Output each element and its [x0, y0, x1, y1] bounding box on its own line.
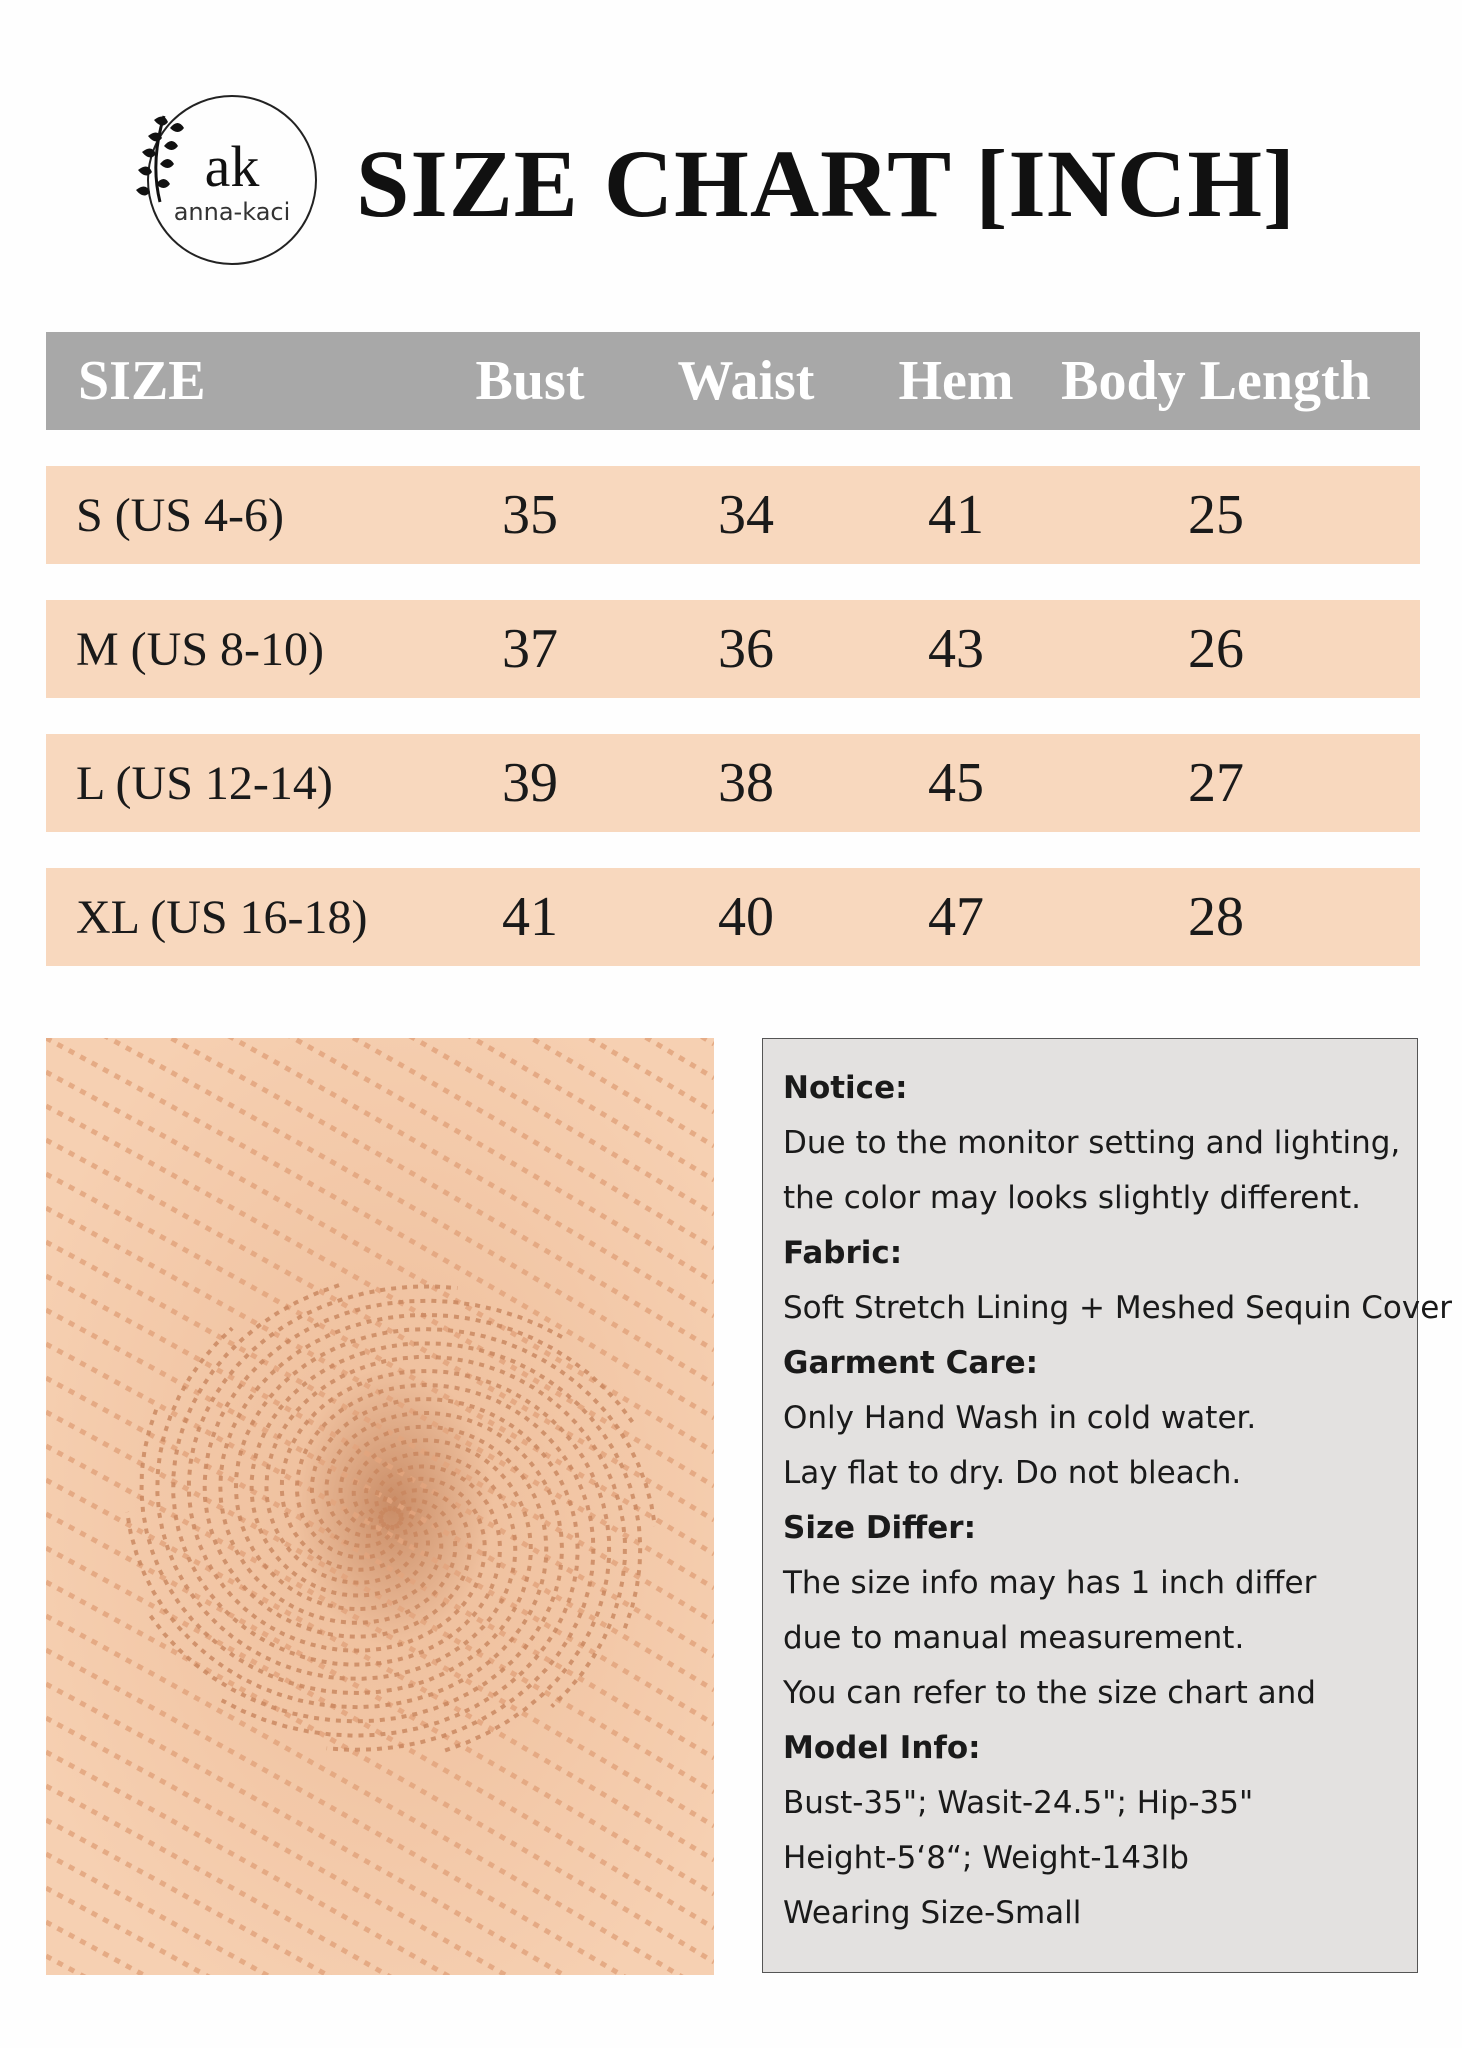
care-heading: Garment Care:	[783, 1345, 1039, 1381]
size-differ-text: due to manual measurement.	[783, 1620, 1245, 1656]
row-hem: 45	[928, 752, 984, 814]
svg-text:ak: ak	[204, 134, 260, 199]
brand-logo-mark	[120, 92, 320, 272]
row-hem: 47	[928, 886, 984, 948]
row-size: M (US 8-10)	[76, 622, 324, 676]
svg-text:anna-kaci: anna-kaci	[173, 198, 291, 226]
row-hem: 43	[928, 618, 984, 680]
notice-panel	[762, 1038, 1453, 1973]
header-size: SIZE	[78, 350, 206, 412]
header-body-length: Body Length	[1061, 350, 1371, 412]
size-table	[46, 332, 1420, 966]
notice-heading: Notice:	[783, 1070, 908, 1106]
row-waist: 36	[718, 618, 774, 680]
page-title: SIZE CHART [INCH]	[356, 130, 1297, 237]
care-text: Only Hand Wash in cold water.	[783, 1400, 1257, 1436]
header-waist: Waist	[677, 350, 815, 412]
row-size: S (US 4-6)	[76, 488, 285, 542]
model-info-text: Bust-35"; Wasit-24.5"; Hip-35"	[783, 1785, 1254, 1821]
model-info-text: Wearing Size-Small	[783, 1895, 1082, 1931]
header-bust: Bust	[475, 350, 585, 412]
row-bust: 41	[502, 886, 558, 948]
size-differ-text: The size info may has 1 inch differ	[783, 1565, 1317, 1601]
row-bust: 35	[502, 484, 558, 546]
sequin-fabric-image	[46, 1038, 714, 1975]
size-differ-heading: Size Differ:	[783, 1510, 976, 1546]
table-row	[46, 734, 1420, 832]
care-text: Lay flat to dry. Do not bleach.	[783, 1455, 1242, 1491]
row-waist: 38	[718, 752, 774, 814]
fabric-heading: Fabric:	[783, 1235, 903, 1271]
fabric-swatch-image	[46, 1038, 714, 1975]
row-waist: 40	[718, 886, 774, 948]
header-hem: Hem	[898, 350, 1014, 412]
table-row	[46, 466, 1420, 564]
fabric-text: Soft Stretch Lining + Meshed Sequin Cover	[783, 1290, 1453, 1326]
row-bust: 37	[502, 618, 558, 680]
row-bust: 39	[502, 752, 558, 814]
notice-text: Due to the monitor setting and lighting,	[783, 1125, 1401, 1161]
table-row	[46, 600, 1420, 698]
row-waist: 34	[718, 484, 774, 546]
row-body-length: 25	[1188, 484, 1244, 546]
model-info-heading: Model Info:	[783, 1730, 981, 1766]
table-header	[46, 332, 1420, 430]
row-body-length: 27	[1188, 752, 1244, 814]
row-size: XL (US 16-18)	[76, 890, 368, 944]
size-differ-text: You can refer to the size chart and	[783, 1675, 1316, 1711]
notice-text: the color may looks slightly different.	[783, 1180, 1361, 1216]
row-hem: 41	[928, 484, 984, 546]
row-body-length: 28	[1188, 886, 1244, 948]
row-body-length: 26	[1188, 618, 1244, 680]
brand-logo	[120, 92, 320, 272]
table-row	[46, 868, 1420, 966]
row-size: L (US 12-14)	[76, 756, 333, 810]
model-info-text: Height-5‘8“; Weight-143lb	[783, 1840, 1189, 1876]
